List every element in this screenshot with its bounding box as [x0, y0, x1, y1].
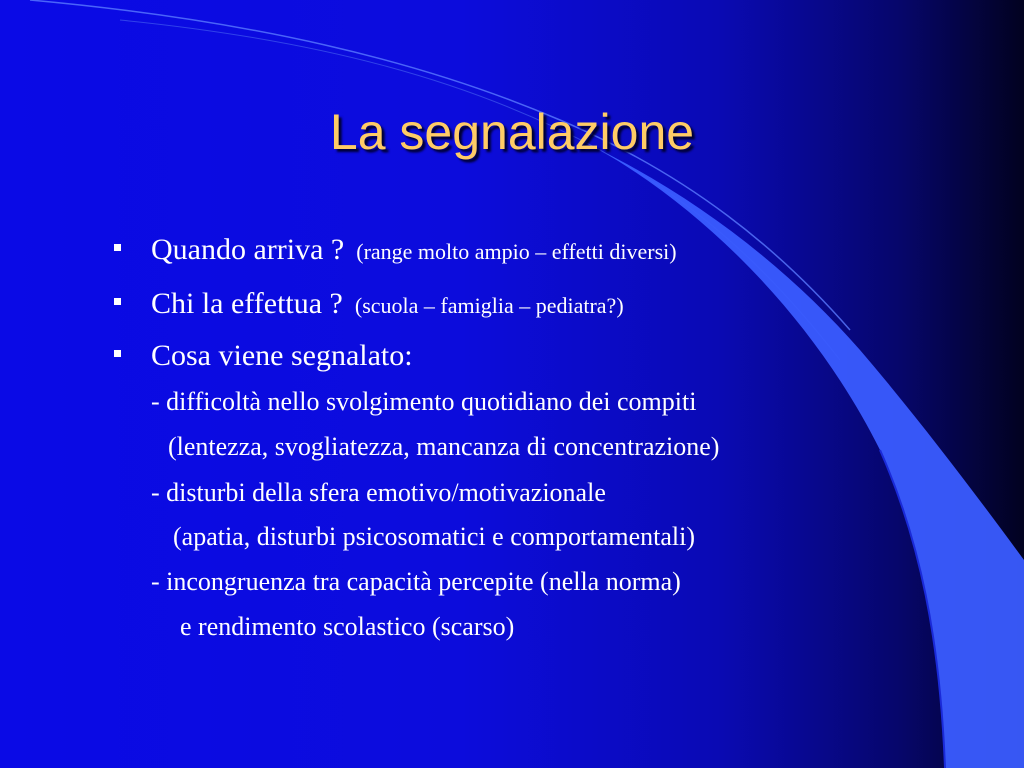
detail-line: (lentezza, svogliatezza, mancanza di concentrazione)	[168, 432, 720, 461]
slide-title: La segnalazione	[329, 104, 695, 160]
bullet-main-text: Cosa viene segnalato:	[151, 339, 413, 372]
bullet-note-text: (scuola – famiglia – pediatra?)	[354, 293, 624, 318]
square-bullet-icon	[114, 298, 121, 305]
square-bullet-icon	[114, 350, 121, 357]
bullet-main-text: Chi la effettua ?	[151, 287, 343, 320]
bullet-note-text: (range molto ampio – effetti diversi)	[356, 239, 677, 264]
detail-line: (apatia, disturbi psicosomatici e comportamentali)	[173, 522, 696, 551]
bullet-text	[151, 232, 677, 270]
detail-line: - difficoltà nello svolgimento quotidiano dei compiti	[151, 387, 697, 416]
detail-line: - incongruenza tra capacità percepite (nella norma)	[151, 567, 681, 596]
bullet-text	[151, 286, 624, 324]
square-bullet-icon	[114, 244, 121, 251]
detail-line: e rendimento scolastico (scarso)	[180, 612, 515, 641]
detail-line: - disturbi della sfera emotivo/motivazionale	[151, 478, 606, 507]
bullet-main-text: Quando arriva ?	[151, 233, 345, 266]
bullet-text	[151, 338, 413, 374]
